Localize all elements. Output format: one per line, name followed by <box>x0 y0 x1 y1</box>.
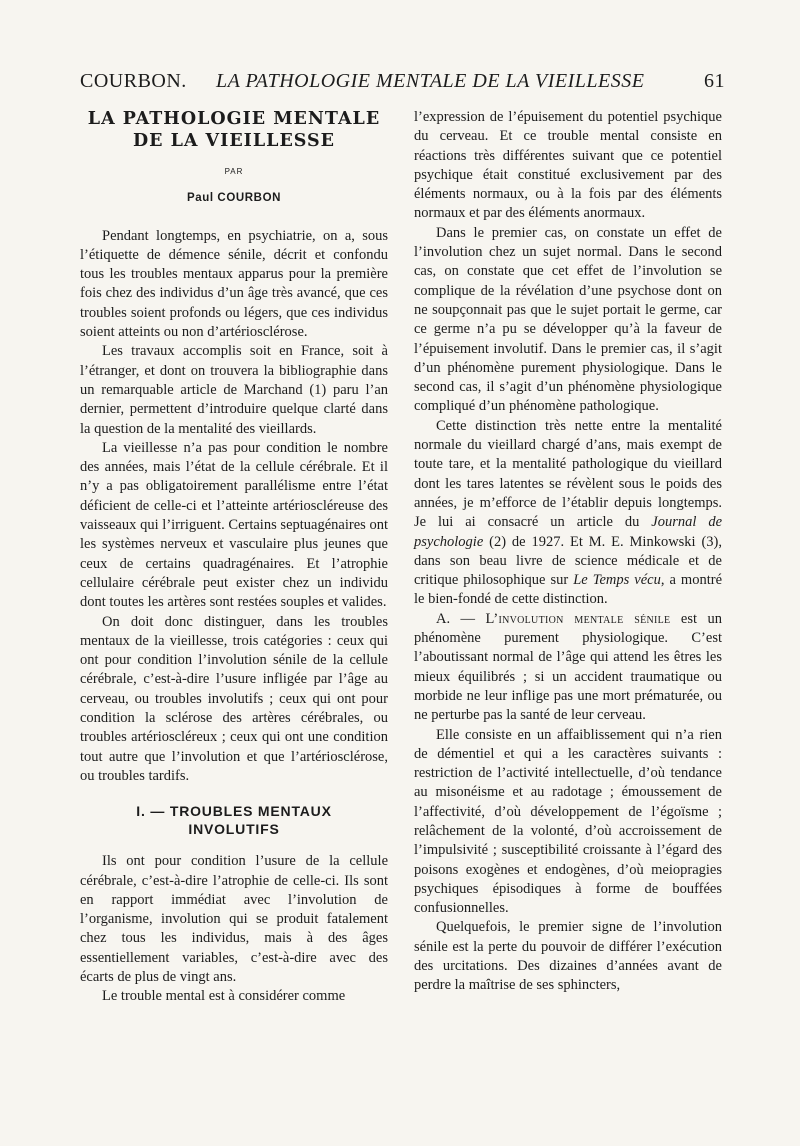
paragraph: On doit donc distinguer, dans les troubles mentaux de la vieillesse, trois catégories : ceux qui ont pour condition l’involution sénile de la cellule cérébrale, c’est-à-dire l’usure infligée par l’âge au cerveau, ou troubles involutifs ; ceux qui ont pour condition la sclérose des artères cérébrales, ou troubles artérioscléreux ; ceux qui ont une condition tout autre que l’involution et que l’artériosclérose, ou troubles tardifs. <box>80 613 388 784</box>
paragraph: Ils ont pour condition l’usure de la cellule cérébrale, c’est-à-dire l’atrophie de celle-ci. Ils sont en rapport immédiat avec l’involution de l’organisme, involution qui se produit fatalement chez tous les individus, mais à des âges essentiellement variables, c’est-à-dire avec des écarts de plus de vingt ans. <box>80 853 388 985</box>
paragraph: Dans le premier cas, on constate un effet de l’involution chez un sujet normal. Dans le second cas, on constate que cet effet de l’involution se complique de la révélation d’une psychose dont on ne soupçonnait pas que le sujet portait le germe, car ce germe n’a pu se développer qu’à la faveur de l’épuisement involutif. Dans le premier cas, il s’agit d’un phénomène purement physiologique. Dans le second cas, il s’agit d’un phénomène physiologique compliqué d’un phénomène pathologique. <box>414 224 722 415</box>
book-citation: Le Temps vécu <box>573 572 661 589</box>
left-column <box>80 108 388 1007</box>
article-title-line-1: LA PATHOLOGIE MENTALE <box>87 109 381 129</box>
paragraph-continuation: l’expression de l’épuisement du potentiel psychique du cerveau. Et ce trouble mental consiste en réactions très différentes suivant que ce potentiel psychique était constitué exclusivement par des éléments normaux, ou à la fois par des éléments normaux et par des éléments anormaux. <box>414 109 722 222</box>
section-heading-line-1: I. — TROUBLES MENTAUX <box>136 803 332 820</box>
author-byline: Paul COURBON <box>186 192 282 205</box>
paragraph: Le trouble mental est à considérer comme <box>102 988 346 1005</box>
subsection-title: L’involution mentale sénile <box>485 610 671 627</box>
paragraph-text: , a montré le bien-fondé de cette distinction. <box>414 572 723 608</box>
paragraph: Les travaux accomplis soit en France, soit à l’étranger, et dont on trouvera la bibliographie dans un remarquable article de Marchand (1) paru l’an dernier, permettent d’introduire quelque clarté dans la question de la mentalité des vieillards. <box>80 343 388 437</box>
page-number: 61 <box>704 70 725 92</box>
running-head-title: LA PATHOLOGIE MENTALE DE LA VIEILLESSE <box>216 70 645 92</box>
paragraph-text: est un phénomène purement physiologique. C’est l’aboutissant normal de l’âge qui attend les êtres les mieux équilibrés ; si un accident traumatique ou morbide ne leur inflige pas une mort prématurée, ou ne perturbe pas la santé de leur cerveau. <box>414 610 722 724</box>
paragraph-text: Cette distinction très nette entre la mentalité normale du vieillard chargé d’ans, mais exempt de toute tare, et la mentalité pathologique du vieillard dont les tares latentes se révèlent sous le poids des années, je m’efforce de l’établir depuis longtemps. Je lui ai consacré un article du <box>414 417 722 531</box>
running-head <box>80 70 725 98</box>
journal-citation: Journal de psychologie <box>414 514 722 550</box>
right-column <box>414 108 722 996</box>
section-heading <box>80 802 388 838</box>
paragraph-subsection-a <box>414 610 722 726</box>
par-label: PAR <box>224 167 244 176</box>
paragraph: La vieillesse n’a pas pour condition le nombre des années, mais l’état de la cellule cérébrale. Et il n’y a pas obligatoirement parallélisme entre l’état déficient de celle-ci et l’atteinte artérioscléreuse des vaisseaux qui l’irriguent. Certains septuagénaires ont les systèmes nerveux et vasculaire plus jeunes que ceux de certains quadragénaires. Et l’atrophie cellulaire cérébrale peut exister chez un individu dont toutes les artères sont restées souples et valides. <box>80 439 388 611</box>
paragraph-with-citations <box>414 417 722 610</box>
running-head-author: COURBON. <box>80 70 187 92</box>
subsection-lead: A. — <box>436 610 486 627</box>
paragraph: Pendant longtemps, en psychiatrie, on a, sous l’étiquette de démence sénile, décrit et confondu tous les troubles mentaux apparus pour la première fois chez des individus d’un âge très avancé, que ces troubles soient profonds ou légers, que ces individus soient atteints ou non d’artériosclérose. <box>80 227 388 341</box>
paragraph: Quelquefois, le premier signe de l’involution sénile est la perte du pouvoir de différer l’exécution des urcitations. Des dizaines d’années avant de perdre la maîtrise de ses sphincters, <box>414 919 722 994</box>
paragraph-text: (2) de 1927. Et M. E. Minkowski (3), dans son beau livre de science médicale et de critique philosophique sur <box>414 533 722 589</box>
section-heading-line-2: INVOLUTIFS <box>188 821 280 838</box>
article-title <box>80 108 388 152</box>
article-title-line-2: DE LA VIEILLESSE <box>132 131 336 151</box>
paragraph: Elle consiste en un affaiblissement qui n’a rien de démentiel et qui a les caractères suivants : restriction de l’activité intellectuelle, d’où tendance au misonéisme et au radotage ; émoussement de l’affectivité, d’où développement de l’égoïsme ; relâchement de la volonté, d’où accroissement de l’impulsivité ; susceptibilité croissante à l’égard des poisons exogènes et endogènes, d’où meiopragies psychiques épisodiques à forme de bouffées confusionnelles. <box>414 726 722 917</box>
